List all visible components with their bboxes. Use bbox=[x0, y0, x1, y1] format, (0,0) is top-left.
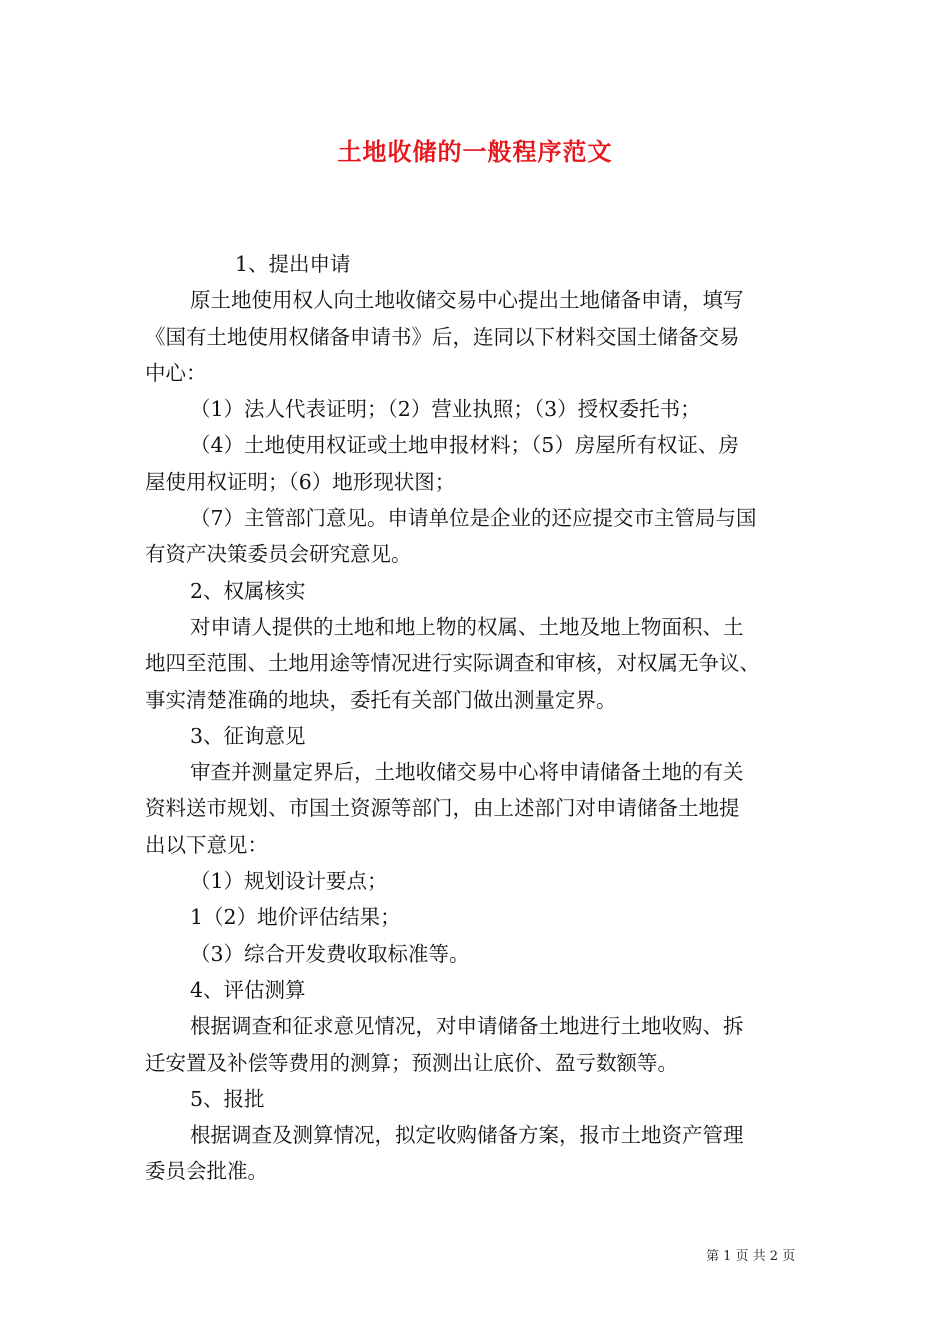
document-body bbox=[145, 246, 820, 1190]
paragraph-line: （4）土地使用权证或土地申报材料；（5）房屋所有权证、房 bbox=[190, 433, 739, 458]
paragraph-line: 迁安置及补偿等费用的测算；预测出让底价、盈亏数额等。 bbox=[145, 1050, 678, 1075]
paragraph-line: （3）综合开发费收取标准等。 bbox=[190, 941, 470, 966]
section-heading-verify: 2、权属核实 bbox=[190, 578, 306, 603]
paragraph-line: （1）规划设计要点； bbox=[190, 869, 388, 894]
section-heading-approve: 5、报批 bbox=[190, 1086, 265, 1111]
paragraph-line: 出以下意见： bbox=[145, 832, 268, 857]
paragraph-line: 屋使用权证明；（6）地形现状图； bbox=[145, 469, 456, 494]
paragraph-line: 根据调查和征求意见情况，对申请储备土地进行土地收购、拆 bbox=[190, 1014, 744, 1039]
page-number-footer: 第 1 页 共 2 页 bbox=[706, 1249, 796, 1264]
section-heading-consult: 3、征询意见 bbox=[190, 723, 306, 748]
paragraph-line: （7）主管部门意见。申请单位是企业的还应提交市主管局与国 bbox=[190, 506, 757, 531]
paragraph-line: 《国有土地使用权储备申请书》后，连同以下材料交国土储备交易 bbox=[145, 324, 740, 349]
paragraph-line: （1）法人代表证明；（2）营业执照；（3）授权委托书； bbox=[190, 397, 701, 422]
paragraph-line: 对申请人提供的土地和地上物的权属、土地及地上物面积、土 bbox=[190, 614, 744, 639]
paragraph-line: 地四至范围、土地用途等情况进行实际调查和审核，对权属无争议、 bbox=[145, 651, 760, 676]
paragraph-line: 资料送市规划、市国土资源等部门，由上述部门对申请储备土地提 bbox=[145, 796, 740, 821]
section-heading-assess: 4、评估测算 bbox=[190, 977, 306, 1002]
paragraph-line: 事实清楚准确的地块，委托有关部门做出测量定界。 bbox=[145, 687, 617, 712]
document-title: 土地收储的一般程序范文 bbox=[337, 137, 613, 166]
paragraph-line: 中心： bbox=[145, 360, 207, 385]
paragraph-line: 委员会批准。 bbox=[145, 1159, 268, 1184]
section-heading-apply: 1、提出申请 bbox=[235, 252, 351, 276]
paragraph-line: 有资产决策委员会研究意见。 bbox=[145, 542, 412, 567]
paragraph-line: 1（2）地价评估结果； bbox=[190, 905, 401, 930]
paragraph-line: 根据调查及测算情况，拟定收购储备方案，报市土地资产管理 bbox=[190, 1123, 744, 1148]
paragraph-line: 原土地使用权人向土地收储交易中心提出土地储备申请，填写 bbox=[190, 288, 744, 313]
paragraph-line: 审查并测量定界后，土地收储交易中心将申请储备土地的有关 bbox=[190, 760, 744, 785]
